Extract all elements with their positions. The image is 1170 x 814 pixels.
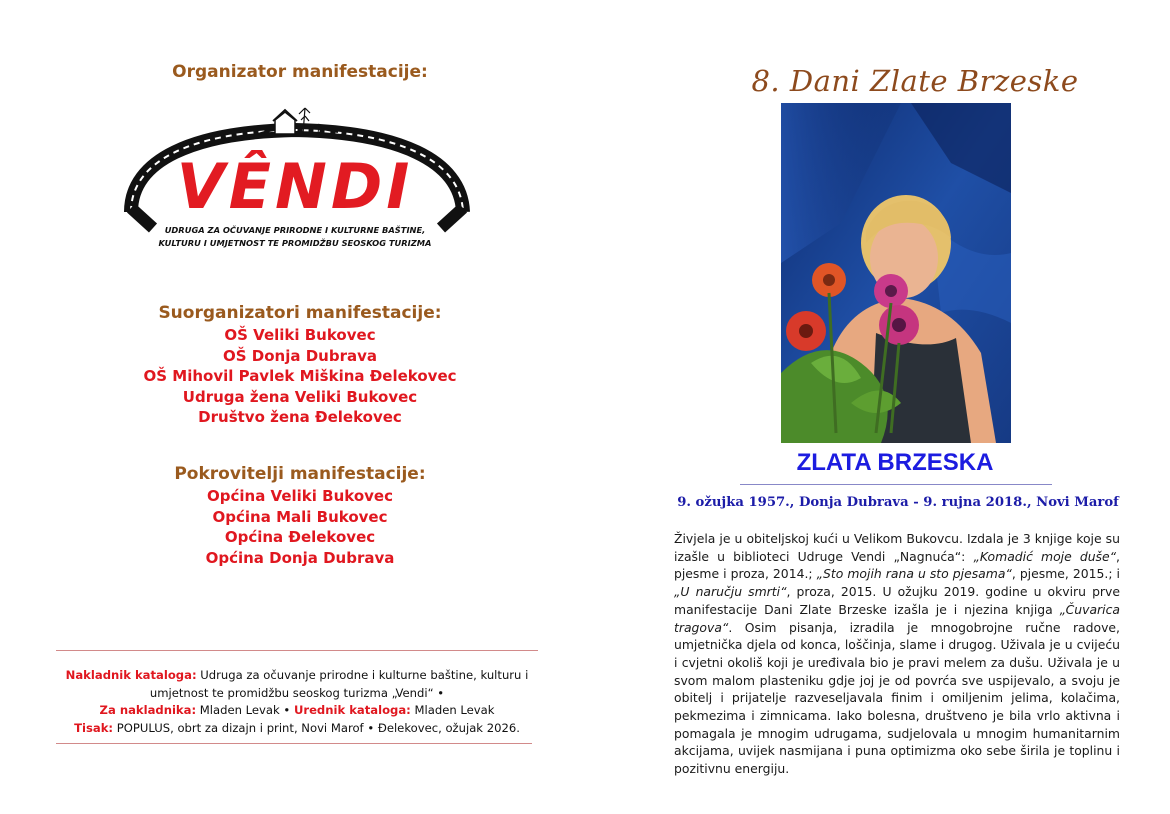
imprint-line-2: umjetnost te promidžbu seoskog turizma „Vendi“ • bbox=[149, 685, 445, 700]
bio-text: , proza, 2015. U ožujku 2019. godine u okviru prve manifestacije Dani Zlate Brzeske izašla je i njezina knjiga bbox=[674, 584, 1120, 617]
person-name: ZLATA BRZESKA bbox=[796, 449, 994, 476]
editor-label: Urednik kataloga bbox=[293, 703, 407, 717]
print-label: Tisak bbox=[74, 720, 109, 735]
divider-bottom bbox=[56, 743, 532, 744]
print-value: POPULUS, obrt za dizajn i print, Novi Marof • Đelekovec, ožujak 2026. bbox=[116, 720, 520, 735]
coorganizer-item: Udruga žena Veliki Bukovec bbox=[182, 387, 418, 406]
for-publisher-value: Mladen Levak • bbox=[199, 703, 291, 717]
coorganizer-item: OŠ Mihovil Pavlek Miškina Đelekovec bbox=[143, 367, 457, 385]
patrons-title: Pokrovitelji manifestacije: bbox=[174, 464, 426, 484]
book-title: „Komadić moje duše“ bbox=[973, 548, 1117, 564]
for-publisher-label: Za nakladnika bbox=[99, 703, 192, 717]
patrons-list bbox=[60, 486, 540, 568]
life-dates: 9. ožujka 1957., Donja Dubrava - 9. rujna 2018., Novi Marof bbox=[677, 495, 1119, 510]
editor-value: Mladen Levak bbox=[414, 703, 495, 717]
portrait-illustration bbox=[781, 103, 1011, 443]
organizer-title: Organizator manifestacije: bbox=[172, 62, 428, 82]
coorganizer-item: OŠ Donja Dubrava bbox=[223, 346, 377, 365]
coorganizers-title: Suorganizatori manifestacije: bbox=[158, 303, 442, 323]
vendi-logo bbox=[113, 100, 478, 260]
logo-tagline-1: UDRUGA ZA OČUVANJE PRIRODNE I KULTURNE BAŠTINE, bbox=[164, 225, 426, 235]
patron-item: Općina Veliki Bukovec bbox=[207, 487, 393, 505]
bio-text: Živjela je u obiteljskoj kući u Velikom Bukovcu. Izdala je 3 knjige koje su izašle u biblioteci Udruge Vendi „Nagnuća“: bbox=[674, 531, 1120, 564]
coorganizers-list bbox=[60, 325, 540, 428]
coorganizer-item: Društvo žena Đelekovec bbox=[198, 408, 402, 426]
portrait-photo bbox=[781, 103, 1011, 443]
imprint-line-3: Za nakladnika: Mladen Levak • Urednik kataloga: Mladen Levak bbox=[99, 703, 495, 717]
patron-item: Općina Donja Dubrava bbox=[205, 548, 395, 567]
book-title: „Čuvarica tragova“ bbox=[674, 601, 1120, 635]
page-title: 8. Dani Zlate Brzeske bbox=[751, 64, 1079, 98]
patron-item: Općina Mali Bukovec bbox=[212, 507, 388, 526]
coorganizer-item: OŠ Veliki Bukovec bbox=[224, 326, 376, 344]
biography-text bbox=[674, 530, 1120, 778]
divider-top bbox=[56, 650, 538, 651]
logo-tagline-2: KULTURU I UMJETNOST TE PROMIDŽBU SEOSKOG TURIZMA bbox=[158, 238, 432, 248]
name-underline bbox=[740, 484, 1052, 485]
bio-text: , pjesme, 2015.; i bbox=[1011, 566, 1120, 582]
bio-text: , pjesme i proza, 2014.; bbox=[674, 548, 1120, 582]
imprint-line-4: Tisak: POPULUS, obrt za dizajn i print, Novi Marof • Đelekovec, ožujak 2026. bbox=[74, 720, 520, 735]
bio-text: . Osim pisanja, izradila je mnogobrojne ručne radove, umjetnička djela od konca, loščinja, slame i drugog. Uživala je u cvijeću i cvjetni okoliš koji je uređivala bio je pravi melem za dušu. Uživala je u svom malom plasteniku gdje joj je od povrća sve uspijevalo, a svoju je obitelj i prijatelje razveseljavala finim i omiljenim jelima, kolačima, pekmezima i zimnicama. Iako bolesna, društveno je bila vrlo aktivna i pomagala je mnogim udrugama, sudjelovala u mnogim humanitarnim akcijama, uvijek nasmijana i puna optimizma oko sebe širila je toplinu i pozitivnu energiju. bbox=[674, 619, 1120, 777]
imprint-line-1: Nakladnik kataloga: Udruga za očuvanje prirodne i kulturne baštine, kulturu i bbox=[65, 668, 529, 682]
logo-name: VÊNDI bbox=[176, 150, 414, 223]
book-title: „U naručju smrti“ bbox=[674, 584, 787, 600]
publisher-label: Nakladnik kataloga bbox=[65, 668, 192, 682]
vendi-logo-graphic bbox=[113, 100, 478, 260]
patron-item: Općina Đelekovec bbox=[224, 528, 376, 546]
imprint bbox=[52, 667, 542, 737]
book-title: „Sto mojih rana u sto pjesama“ bbox=[816, 566, 1012, 582]
publisher-value: Udruga za očuvanje prirodne i kulturne baštine, kulturu i bbox=[200, 668, 529, 682]
